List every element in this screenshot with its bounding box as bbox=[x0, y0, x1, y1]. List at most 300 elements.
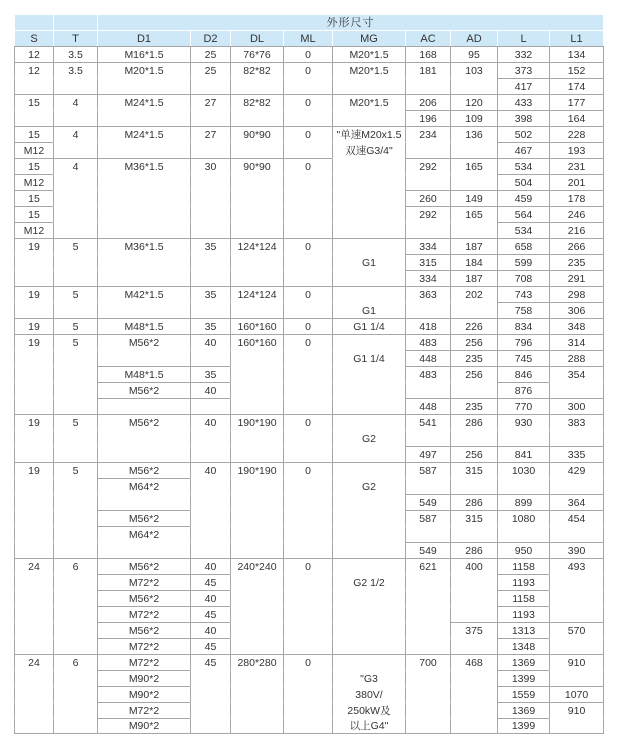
table-cell: M20*1.5 bbox=[332, 94, 405, 110]
table-cell: 286 bbox=[450, 414, 497, 430]
table-cell: 177 bbox=[549, 94, 604, 110]
table-cell bbox=[53, 622, 97, 638]
table-row bbox=[14, 526, 604, 542]
table-row bbox=[14, 206, 604, 222]
table-cell: 76*76 bbox=[230, 46, 283, 62]
table-cell bbox=[53, 542, 97, 558]
table-cell: 950 bbox=[497, 542, 549, 558]
table-cell: 315 bbox=[405, 254, 450, 270]
table-cell: 483 bbox=[405, 366, 450, 382]
table-cell bbox=[332, 190, 405, 206]
table-cell: 178 bbox=[549, 190, 604, 206]
table-cell bbox=[283, 302, 332, 318]
table-cell: 899 bbox=[497, 494, 549, 510]
table-cell: G1 bbox=[332, 254, 405, 270]
column-header-dl: DL bbox=[230, 30, 283, 46]
table-cell: 40 bbox=[190, 414, 230, 430]
table-cell bbox=[549, 670, 604, 686]
table-cell bbox=[230, 366, 283, 382]
table-cell bbox=[332, 606, 405, 622]
table-cell bbox=[283, 526, 332, 542]
table-cell: 27 bbox=[190, 94, 230, 110]
table-cell bbox=[14, 718, 53, 734]
table-cell bbox=[283, 206, 332, 222]
table-cell bbox=[230, 574, 283, 590]
table-cell: M72*2 bbox=[97, 574, 190, 590]
table-cell: 0 bbox=[283, 654, 332, 670]
table-cell: M48*1.5 bbox=[97, 318, 190, 334]
table-cell: 0 bbox=[283, 558, 332, 574]
table-cell: 以上G4" bbox=[332, 718, 405, 734]
table-cell bbox=[497, 478, 549, 494]
table-cell: 315 bbox=[450, 462, 497, 478]
table-cell bbox=[230, 430, 283, 446]
table-cell: 90*90 bbox=[230, 158, 283, 174]
table-cell: 758 bbox=[497, 302, 549, 318]
table-cell bbox=[283, 110, 332, 126]
table-cell: 745 bbox=[497, 350, 549, 366]
table-cell: 1369 bbox=[497, 702, 549, 718]
table-cell bbox=[53, 686, 97, 702]
table-row bbox=[14, 286, 604, 302]
table-cell bbox=[332, 174, 405, 190]
table-row bbox=[14, 510, 604, 526]
table-cell: M56*2 bbox=[97, 558, 190, 574]
table-cell: 40 bbox=[190, 590, 230, 606]
table-cell bbox=[53, 478, 97, 494]
table-cell: 187 bbox=[450, 238, 497, 254]
table-cell: 40 bbox=[190, 558, 230, 574]
table-cell bbox=[405, 302, 450, 318]
table-cell bbox=[332, 590, 405, 606]
table-cell bbox=[283, 174, 332, 190]
table-cell: 216 bbox=[549, 222, 604, 238]
table-cell bbox=[190, 302, 230, 318]
table-cell: 334 bbox=[405, 238, 450, 254]
table-cell: M20*1.5 bbox=[332, 46, 405, 62]
table-cell: 45 bbox=[190, 654, 230, 670]
table-cell bbox=[53, 302, 97, 318]
table-row bbox=[14, 142, 604, 158]
table-cell: 3.5 bbox=[53, 46, 97, 62]
table-cell: M48*1.5 bbox=[97, 366, 190, 382]
table-cell: 235 bbox=[450, 398, 497, 414]
table-cell bbox=[450, 302, 497, 318]
table-cell bbox=[97, 542, 190, 558]
table-cell bbox=[405, 718, 450, 734]
table-cell bbox=[14, 606, 53, 622]
table-cell bbox=[14, 510, 53, 526]
table-cell bbox=[53, 350, 97, 366]
table-cell: 15 bbox=[14, 190, 53, 206]
table-cell: M36*1.5 bbox=[97, 158, 190, 174]
table-cell: 587 bbox=[405, 510, 450, 526]
column-header-s: S bbox=[14, 30, 53, 46]
table-cell: M56*2 bbox=[97, 622, 190, 638]
table-cell: 15 bbox=[14, 158, 53, 174]
table-cell: 6 bbox=[53, 654, 97, 670]
table-cell bbox=[190, 494, 230, 510]
table-cell bbox=[14, 254, 53, 270]
table-row bbox=[14, 222, 604, 238]
table-cell bbox=[190, 222, 230, 238]
table-cell bbox=[53, 526, 97, 542]
table-cell bbox=[230, 622, 283, 638]
table-cell bbox=[53, 142, 97, 158]
table-row bbox=[14, 702, 604, 718]
table-cell: M24*1.5 bbox=[97, 126, 190, 142]
table-cell bbox=[190, 430, 230, 446]
column-header-ad: AD bbox=[450, 30, 497, 46]
table-cell bbox=[190, 542, 230, 558]
table-cell: 1399 bbox=[497, 670, 549, 686]
table-cell: 300 bbox=[549, 398, 604, 414]
table-cell: 1399 bbox=[497, 718, 549, 734]
table-cell: 459 bbox=[497, 190, 549, 206]
table-cell: 448 bbox=[405, 350, 450, 366]
table-cell: 363 bbox=[405, 286, 450, 302]
table-cell: M56*2 bbox=[97, 590, 190, 606]
table-cell bbox=[450, 590, 497, 606]
table-cell bbox=[230, 254, 283, 270]
table-cell: M72*2 bbox=[97, 702, 190, 718]
table-cell bbox=[283, 142, 332, 158]
table-cell bbox=[53, 222, 97, 238]
table-cell bbox=[450, 718, 497, 734]
table-cell: 4 bbox=[53, 158, 97, 174]
table-cell: 15 bbox=[14, 94, 53, 110]
table-cell bbox=[14, 446, 53, 462]
table-cell bbox=[230, 446, 283, 462]
table-cell bbox=[332, 78, 405, 94]
table-cell: 136 bbox=[450, 126, 497, 142]
table-cell bbox=[14, 622, 53, 638]
table-cell: 549 bbox=[405, 542, 450, 558]
table-cell: M72*2 bbox=[97, 638, 190, 654]
table-cell bbox=[14, 638, 53, 654]
table-cell bbox=[405, 622, 450, 638]
table-cell: M90*2 bbox=[97, 686, 190, 702]
table-row bbox=[14, 270, 604, 286]
table-cell: 315 bbox=[450, 510, 497, 526]
table-cell bbox=[405, 174, 450, 190]
table-cell bbox=[190, 254, 230, 270]
table-cell bbox=[190, 478, 230, 494]
table-cell bbox=[405, 142, 450, 158]
table-cell: 250kW及 bbox=[332, 702, 405, 718]
table-cell: 292 bbox=[405, 158, 450, 174]
table-cell: 841 bbox=[497, 446, 549, 462]
table-cell bbox=[14, 430, 53, 446]
table-cell: 90*90 bbox=[230, 126, 283, 142]
table-cell: 12 bbox=[14, 62, 53, 78]
table-cell: M56*2 bbox=[97, 414, 190, 430]
table-cell: 1158 bbox=[497, 590, 549, 606]
column-header-ac: AC bbox=[405, 30, 450, 46]
table-cell: M56*2 bbox=[97, 510, 190, 526]
table-cell: 12 bbox=[14, 46, 53, 62]
table-row bbox=[14, 350, 604, 366]
table-cell: 0 bbox=[283, 126, 332, 142]
table-cell: 160*160 bbox=[230, 318, 283, 334]
table-cell: 240*240 bbox=[230, 558, 283, 574]
table-cell: 35 bbox=[190, 238, 230, 254]
table-cell: 502 bbox=[497, 126, 549, 142]
table-row bbox=[14, 542, 604, 558]
table-row bbox=[14, 94, 604, 110]
column-header-t: T bbox=[53, 30, 97, 46]
table-cell: 19 bbox=[14, 238, 53, 254]
table-cell: 0 bbox=[283, 318, 332, 334]
table-cell bbox=[405, 590, 450, 606]
table-cell bbox=[230, 670, 283, 686]
table-cell: M36*1.5 bbox=[97, 238, 190, 254]
table-cell: 1158 bbox=[497, 558, 549, 574]
column-header-d1: D1 bbox=[97, 30, 190, 46]
table-row bbox=[14, 318, 604, 334]
table-cell bbox=[332, 638, 405, 654]
table-cell bbox=[283, 686, 332, 702]
table-cell bbox=[53, 670, 97, 686]
table-cell bbox=[450, 222, 497, 238]
table-cell: M64*2 bbox=[97, 526, 190, 542]
table-row bbox=[14, 686, 604, 702]
table-row bbox=[14, 494, 604, 510]
table-cell bbox=[283, 622, 332, 638]
table-row bbox=[14, 158, 604, 174]
table-cell bbox=[14, 590, 53, 606]
table-cell: 497 bbox=[405, 446, 450, 462]
table-cell: 288 bbox=[549, 350, 604, 366]
table-cell: M12 bbox=[14, 142, 53, 158]
table-row bbox=[14, 382, 604, 398]
table-cell bbox=[14, 270, 53, 286]
table-cell bbox=[450, 606, 497, 622]
table-cell: 398 bbox=[497, 110, 549, 126]
table-cell bbox=[332, 286, 405, 302]
table-cell bbox=[283, 478, 332, 494]
table-cell bbox=[53, 206, 97, 222]
table-cell: 201 bbox=[549, 174, 604, 190]
table-cell: 334 bbox=[405, 270, 450, 286]
table-cell bbox=[230, 542, 283, 558]
table-cell bbox=[405, 574, 450, 590]
table-cell bbox=[283, 430, 332, 446]
table-cell bbox=[230, 590, 283, 606]
table-cell bbox=[53, 494, 97, 510]
table-cell: 228 bbox=[549, 126, 604, 142]
table-cell bbox=[405, 686, 450, 702]
table-cell: 35 bbox=[190, 286, 230, 302]
table-cell: 292 bbox=[405, 206, 450, 222]
table-cell: 390 bbox=[549, 542, 604, 558]
table-cell: 354 bbox=[549, 366, 604, 382]
table-cell: 160*160 bbox=[230, 334, 283, 350]
table-cell: 25 bbox=[190, 46, 230, 62]
table-cell: G2 1/2 bbox=[332, 574, 405, 590]
table-row bbox=[14, 238, 604, 254]
table-title-row bbox=[14, 14, 604, 30]
table-cell: 202 bbox=[450, 286, 497, 302]
table-cell: "单速M20x1.5 bbox=[332, 126, 405, 142]
table-cell: 40 bbox=[190, 334, 230, 350]
table-cell: G1 1/4 bbox=[332, 350, 405, 366]
table-cell bbox=[549, 382, 604, 398]
table-row bbox=[14, 574, 604, 590]
table-row bbox=[14, 126, 604, 142]
table-cell bbox=[190, 78, 230, 94]
column-header-d2: D2 bbox=[190, 30, 230, 46]
table-row bbox=[14, 46, 604, 62]
table-row bbox=[14, 478, 604, 494]
table-cell: 35 bbox=[190, 366, 230, 382]
table-cell: 429 bbox=[549, 462, 604, 478]
table-cell: 286 bbox=[450, 542, 497, 558]
table-cell: 165 bbox=[450, 206, 497, 222]
table-cell: 364 bbox=[549, 494, 604, 510]
table-cell: M56*2 bbox=[97, 382, 190, 398]
table-cell bbox=[230, 510, 283, 526]
table-cell bbox=[283, 270, 332, 286]
table-cell: M56*2 bbox=[97, 334, 190, 350]
table-cell bbox=[450, 670, 497, 686]
table-cell bbox=[53, 510, 97, 526]
table-cell: 0 bbox=[283, 238, 332, 254]
table-cell: 206 bbox=[405, 94, 450, 110]
table-cell bbox=[53, 718, 97, 734]
table-cell bbox=[332, 158, 405, 174]
table-cell bbox=[230, 398, 283, 414]
table-cell: 5 bbox=[53, 414, 97, 430]
table-cell: 332 bbox=[497, 46, 549, 62]
table-cell bbox=[450, 382, 497, 398]
table-cell: 152 bbox=[549, 62, 604, 78]
table-cell: 15 bbox=[14, 206, 53, 222]
table-cell: 45 bbox=[190, 574, 230, 590]
table-row bbox=[14, 558, 604, 574]
table-cell: 314 bbox=[549, 334, 604, 350]
table-cell bbox=[53, 606, 97, 622]
table-cell: 3.5 bbox=[53, 62, 97, 78]
table-cell: 534 bbox=[497, 158, 549, 174]
table-cell: 226 bbox=[450, 318, 497, 334]
table-cell bbox=[190, 398, 230, 414]
table-cell bbox=[53, 398, 97, 414]
table-row bbox=[14, 78, 604, 94]
table-cell bbox=[332, 238, 405, 254]
table-cell: M90*2 bbox=[97, 718, 190, 734]
table-cell bbox=[450, 78, 497, 94]
table-cell: 286 bbox=[450, 494, 497, 510]
table-cell bbox=[450, 686, 497, 702]
table-cell: 4 bbox=[53, 126, 97, 142]
table-cell: 658 bbox=[497, 238, 549, 254]
table-cell: 0 bbox=[283, 62, 332, 78]
table-cell bbox=[283, 446, 332, 462]
table-cell: 双速G3/4" bbox=[332, 142, 405, 158]
table-cell: 298 bbox=[549, 286, 604, 302]
table-cell bbox=[283, 574, 332, 590]
table-cell bbox=[283, 606, 332, 622]
table-cell: 570 bbox=[549, 622, 604, 638]
table-cell bbox=[283, 638, 332, 654]
table-cell bbox=[283, 350, 332, 366]
table-cell bbox=[14, 494, 53, 510]
table-cell bbox=[230, 382, 283, 398]
table-cell: 231 bbox=[549, 158, 604, 174]
dimensions-table bbox=[14, 14, 604, 734]
table-cell bbox=[190, 702, 230, 718]
table-row bbox=[14, 334, 604, 350]
table-cell bbox=[190, 142, 230, 158]
table-row bbox=[14, 62, 604, 78]
table-cell bbox=[405, 702, 450, 718]
table-cell: 181 bbox=[405, 62, 450, 78]
table-row bbox=[14, 718, 604, 734]
table-cell: 24 bbox=[14, 558, 53, 574]
table-title: 外形尺寸 bbox=[97, 14, 604, 30]
table-cell bbox=[549, 478, 604, 494]
table-cell: G1 bbox=[332, 302, 405, 318]
table-cell bbox=[450, 430, 497, 446]
table-cell: 564 bbox=[497, 206, 549, 222]
table-cell: 1193 bbox=[497, 606, 549, 622]
table-cell bbox=[283, 590, 332, 606]
table-cell bbox=[97, 190, 190, 206]
table-cell bbox=[190, 526, 230, 542]
table-row bbox=[14, 254, 604, 270]
table-cell bbox=[190, 670, 230, 686]
table-cell bbox=[549, 606, 604, 622]
table-cell: 1193 bbox=[497, 574, 549, 590]
table-cell bbox=[549, 638, 604, 654]
table-cell: 467 bbox=[497, 142, 549, 158]
table-cell: M42*1.5 bbox=[97, 286, 190, 302]
table-cell: 15 bbox=[14, 126, 53, 142]
table-cell: 24 bbox=[14, 654, 53, 670]
table-cell bbox=[405, 670, 450, 686]
table-cell: 0 bbox=[283, 94, 332, 110]
header-spacer-cell bbox=[14, 14, 53, 30]
table-cell: 4 bbox=[53, 94, 97, 110]
table-cell: 190*190 bbox=[230, 462, 283, 478]
table-cell: 19 bbox=[14, 462, 53, 478]
table-cell: M12 bbox=[14, 222, 53, 238]
table-cell: M72*2 bbox=[97, 606, 190, 622]
table-cell: 5 bbox=[53, 286, 97, 302]
table-cell bbox=[14, 366, 53, 382]
table-cell: 266 bbox=[549, 238, 604, 254]
table-cell: 5 bbox=[53, 318, 97, 334]
table-cell bbox=[405, 606, 450, 622]
table-cell bbox=[97, 446, 190, 462]
table-cell: M72*2 bbox=[97, 654, 190, 670]
table-cell bbox=[97, 206, 190, 222]
table-cell: M24*1.5 bbox=[97, 94, 190, 110]
table-cell bbox=[332, 382, 405, 398]
table-cell bbox=[190, 718, 230, 734]
table-cell: 708 bbox=[497, 270, 549, 286]
table-cell bbox=[53, 702, 97, 718]
table-cell: 846 bbox=[497, 366, 549, 382]
table-cell: 383 bbox=[549, 414, 604, 430]
table-cell: 124*124 bbox=[230, 286, 283, 302]
table-cell: 348 bbox=[549, 318, 604, 334]
table-cell bbox=[283, 670, 332, 686]
table-cell: 256 bbox=[450, 446, 497, 462]
table-cell: 770 bbox=[497, 398, 549, 414]
table-cell bbox=[332, 206, 405, 222]
